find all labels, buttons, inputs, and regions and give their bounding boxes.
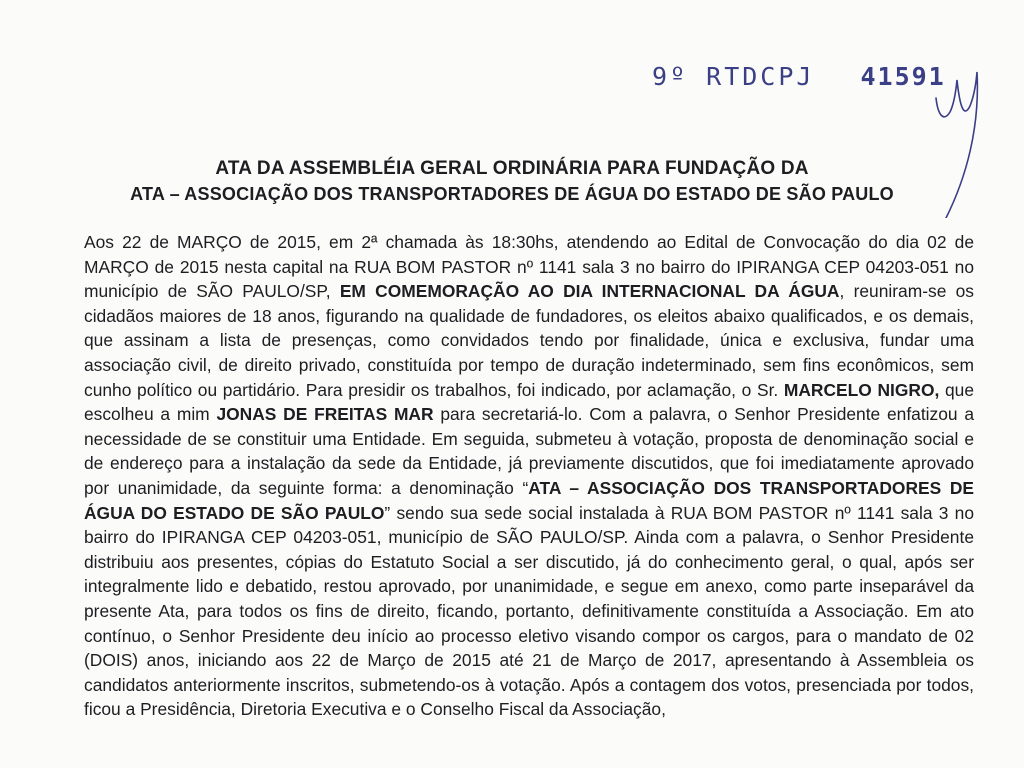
stamp-registry: 9º RTDCPJ xyxy=(652,62,815,91)
body-bold-1: EM COMEMORAÇÃO AO DIA INTERNACIONAL DA ÁGUA xyxy=(339,281,840,302)
body-text-2: , reuniram-se os cidadãos maiores de 18 anos, figurando na qualidade de fundadores, os eleitos abaixo qualificados, e os demais, que assinam a lista de presenças, como convidados tendo por finalidade, única e exclusiva, fundar uma associação civil, de direito privado, constituída por tempo de duração indeterminado, sem fins econômicos, sem cunho político ou partidário. Para presidir os trabalhos, foi indicado, por aclamação, o Sr. xyxy=(84,281,974,400)
body-bold-association: ATA – ASSOCIAÇÃO DOS TRANSPORTADORES DE ÁGUA DO ESTADO DE SÃO PAULO xyxy=(84,477,974,523)
body-bold-president: MARCELO NIGRO, xyxy=(783,379,940,400)
body-text-3: que escolheu a mim xyxy=(84,379,974,425)
body-text-5: ” sendo sua sede social instalada à RUA BOM PASTOR nº 1141 sala 3 no bairro do IPIRANGA CEP 04203-051, município de SÃO PAULO/SP. Ainda com a palavra, o Senhor Presidente distribuiu aos presentes, cópias do Estatuto Social a ser discutido, já do conhecimento geral, o qual, após ser integralmente lido e debatido, restou aprovado, por unanimidade, e segue em anexo, como parte inseparável da presente Ata, para todos os fins de direito, ficando, portanto, definitivamente constituída a Associação. Em ato contínuo, o Senhor Presidente deu início ao processo eletivo visando compor os cargos, para o mandato de 02 (DOIS) anos, iniciando aos 22 de Março de 2015 até 21 de Março de 2017, apresentando à Assembleia os candidatos anteriormente inscritos, submetendo-os à votação. Após a contagem dos votos, presenciada por todos, ficou a Presidência, Diretoria Executiva e o Conselho Fiscal da Associação, xyxy=(84,502,974,720)
document-title-line2: ATA – ASSOCIAÇÃO DOS TRANSPORTADORES DE ÁGUA DO ESTADO DE SÃO PAULO xyxy=(130,184,894,204)
body-text-1: Aos 22 de MARÇO de 2015, em 2ª chamada às 18:30hs, atendendo ao Edital de Convocação do dia 02 de MARÇO de 2015 nesta capital na RUA BOM PASTOR nº 1141 sala 3 no bairro do IPIRANGA CEP 04203-051 no município de SÃO PAULO/SP, xyxy=(84,232,974,302)
document-title-line1: ATA DA ASSEMBLÉIA GERAL ORDINÁRIA PARA FUNDAÇÃO DA xyxy=(215,158,809,179)
body-bold-secretary: JONAS DE FREITAS MAR xyxy=(216,404,434,425)
body-text-4: para secretariá-lo. Com a palavra, o Senhor Presidente enfatizou a necessidade de se constituir uma Entidade. Em seguida, submeteu à votação, proposta de denominação social e de endereço para a instalação da sede da Entidade, já previamente discutidos, que foi imediatamente aprovado por unanimidade, da seguinte forma: a denominação “ xyxy=(84,404,975,498)
minutes-paragraph xyxy=(84,230,974,722)
minutes-body xyxy=(84,230,974,722)
stamp-number: 41591 xyxy=(860,62,946,91)
registry-stamp xyxy=(652,62,946,91)
